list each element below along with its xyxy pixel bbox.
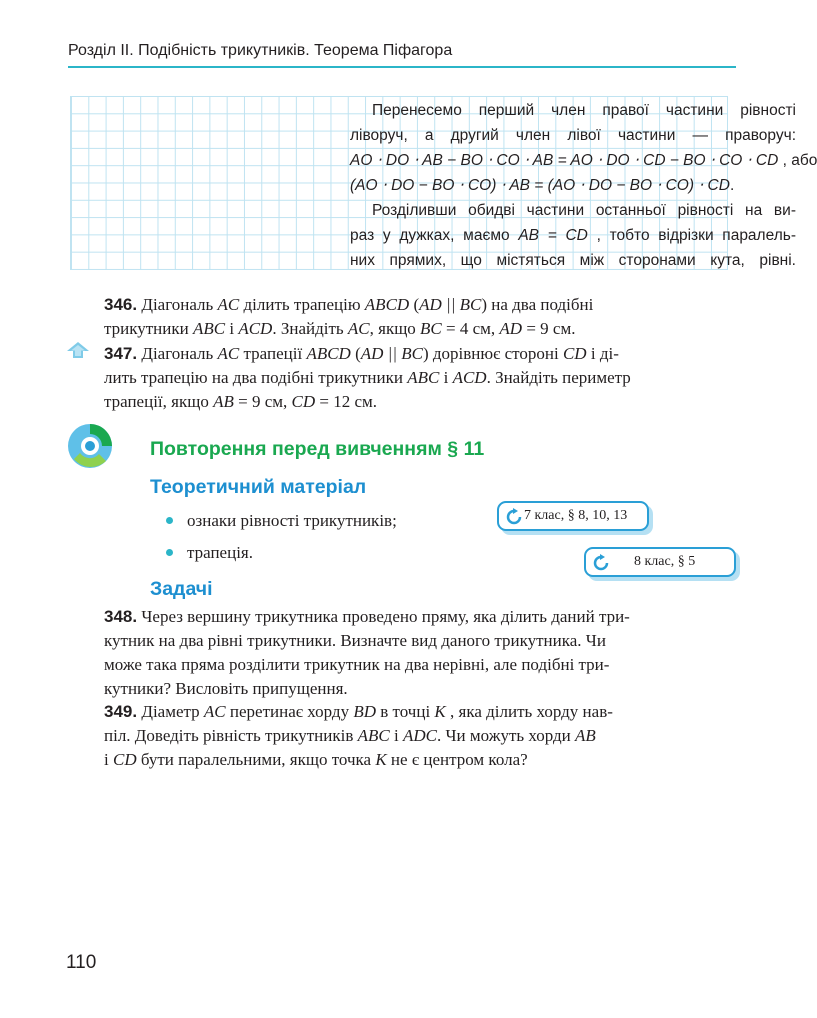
- problem-number: 347.: [104, 344, 138, 363]
- solution-line-5: Розділивши обидві частини останньої рівності на ви-: [372, 202, 796, 219]
- problem-349-line-3: і CD бути паралельними, якщо точка K не є центром кола?: [104, 750, 528, 769]
- difficulty-arrow-icon: [66, 340, 90, 360]
- solution-line-2: ліворуч, а другий член лівої частини — праворуч:: [350, 127, 796, 144]
- solution-line-1: Перенесемо перший член правої частини рівності: [372, 102, 796, 119]
- running-header: [68, 42, 736, 68]
- problem-346-line-1: 346. Діагональ AC ділить трапецію ABCD (AD || BC) на два подібні: [104, 295, 594, 314]
- solution-line-6: раз у дужках, маємо AB = CD , тобто відрізки паралель-: [350, 227, 796, 244]
- problem-number: 348.: [104, 607, 138, 626]
- problem-348-line-3: може така пряма розділити трикутник на два нерівні, але подібні три-: [104, 655, 610, 674]
- bullet-item-1: ознаки рівності трикутників;: [166, 511, 397, 531]
- chapter-title: Розділ ІІ. Подібність трикутників. Теорема Піфагора: [68, 42, 453, 59]
- problem-346-line-2: трикутники ABC і ACD. Знайдіть AC, якщо BC = 4 см, AD = 9 см.: [104, 319, 576, 338]
- problem-347-line-2: лить трапецію на два подібні трикутники ABC і ACD. Знайдіть периметр: [104, 368, 631, 387]
- problem-348-line-4: кутники? Висловіть припущення.: [104, 679, 348, 698]
- solution-grid-box: [70, 96, 817, 270]
- reference-box-grade-7: 7 клас, § 8, 10, 13: [497, 501, 649, 531]
- problem-349-line-1: 349. Діаметр AC перетинає хорду BD в точці K , яка ділить хорду нав-: [104, 702, 613, 721]
- solution-line-4: (AO ⋅ DO − BO ⋅ CO) ⋅ AB = (AO ⋅ DO − BO ⋅ CO) ⋅ CD.: [350, 177, 735, 194]
- refresh-arrows-icon: [505, 508, 523, 526]
- bullet-dot: [166, 517, 173, 524]
- repetition-title: Повторення перед вивченням § 11: [150, 438, 485, 460]
- problem-number: 346.: [104, 295, 138, 314]
- bullet-item-2: трапеція.: [166, 543, 253, 563]
- problem-348-line-1: 348. Через вершину трикутника проведено пряму, яка ділить даний три-: [104, 607, 630, 626]
- problem-349-line-2: піл. Доведіть рівність трикутників ABC і ADC. Чи можуть хорди AB: [104, 726, 596, 745]
- page-number: 110: [66, 952, 97, 973]
- tasks-title: Задачі: [150, 578, 213, 600]
- refresh-arrows-icon: [592, 554, 610, 572]
- problem-347-line-3: трапеції, якщо AB = 9 см, CD = 12 см.: [104, 392, 378, 411]
- problem-number: 349.: [104, 702, 138, 721]
- solution-line-3: AO ⋅ DO ⋅ AB − BO ⋅ CO ⋅ AB = AO ⋅ DO ⋅ CD − BO ⋅ CO ⋅ CD , або: [350, 152, 817, 169]
- problem-348-line-2: кутник на два рівні трикутники. Визначте вид даного трикутника. Чи: [104, 631, 606, 650]
- solution-line-7: них прямих, що містяться між сторонами кута, рівні.: [350, 252, 796, 269]
- problem-347-line-1: 347. Діагональ AC трапеції ABCD (AD || BC) дорівнює стороні CD і ді-: [104, 344, 619, 363]
- bullet-dot: [166, 549, 173, 556]
- theory-title: Теоретичний матеріал: [150, 476, 367, 498]
- reference-box-grade-8: 8 клас, § 5: [584, 547, 736, 577]
- repetition-logo-icon: [66, 423, 116, 469]
